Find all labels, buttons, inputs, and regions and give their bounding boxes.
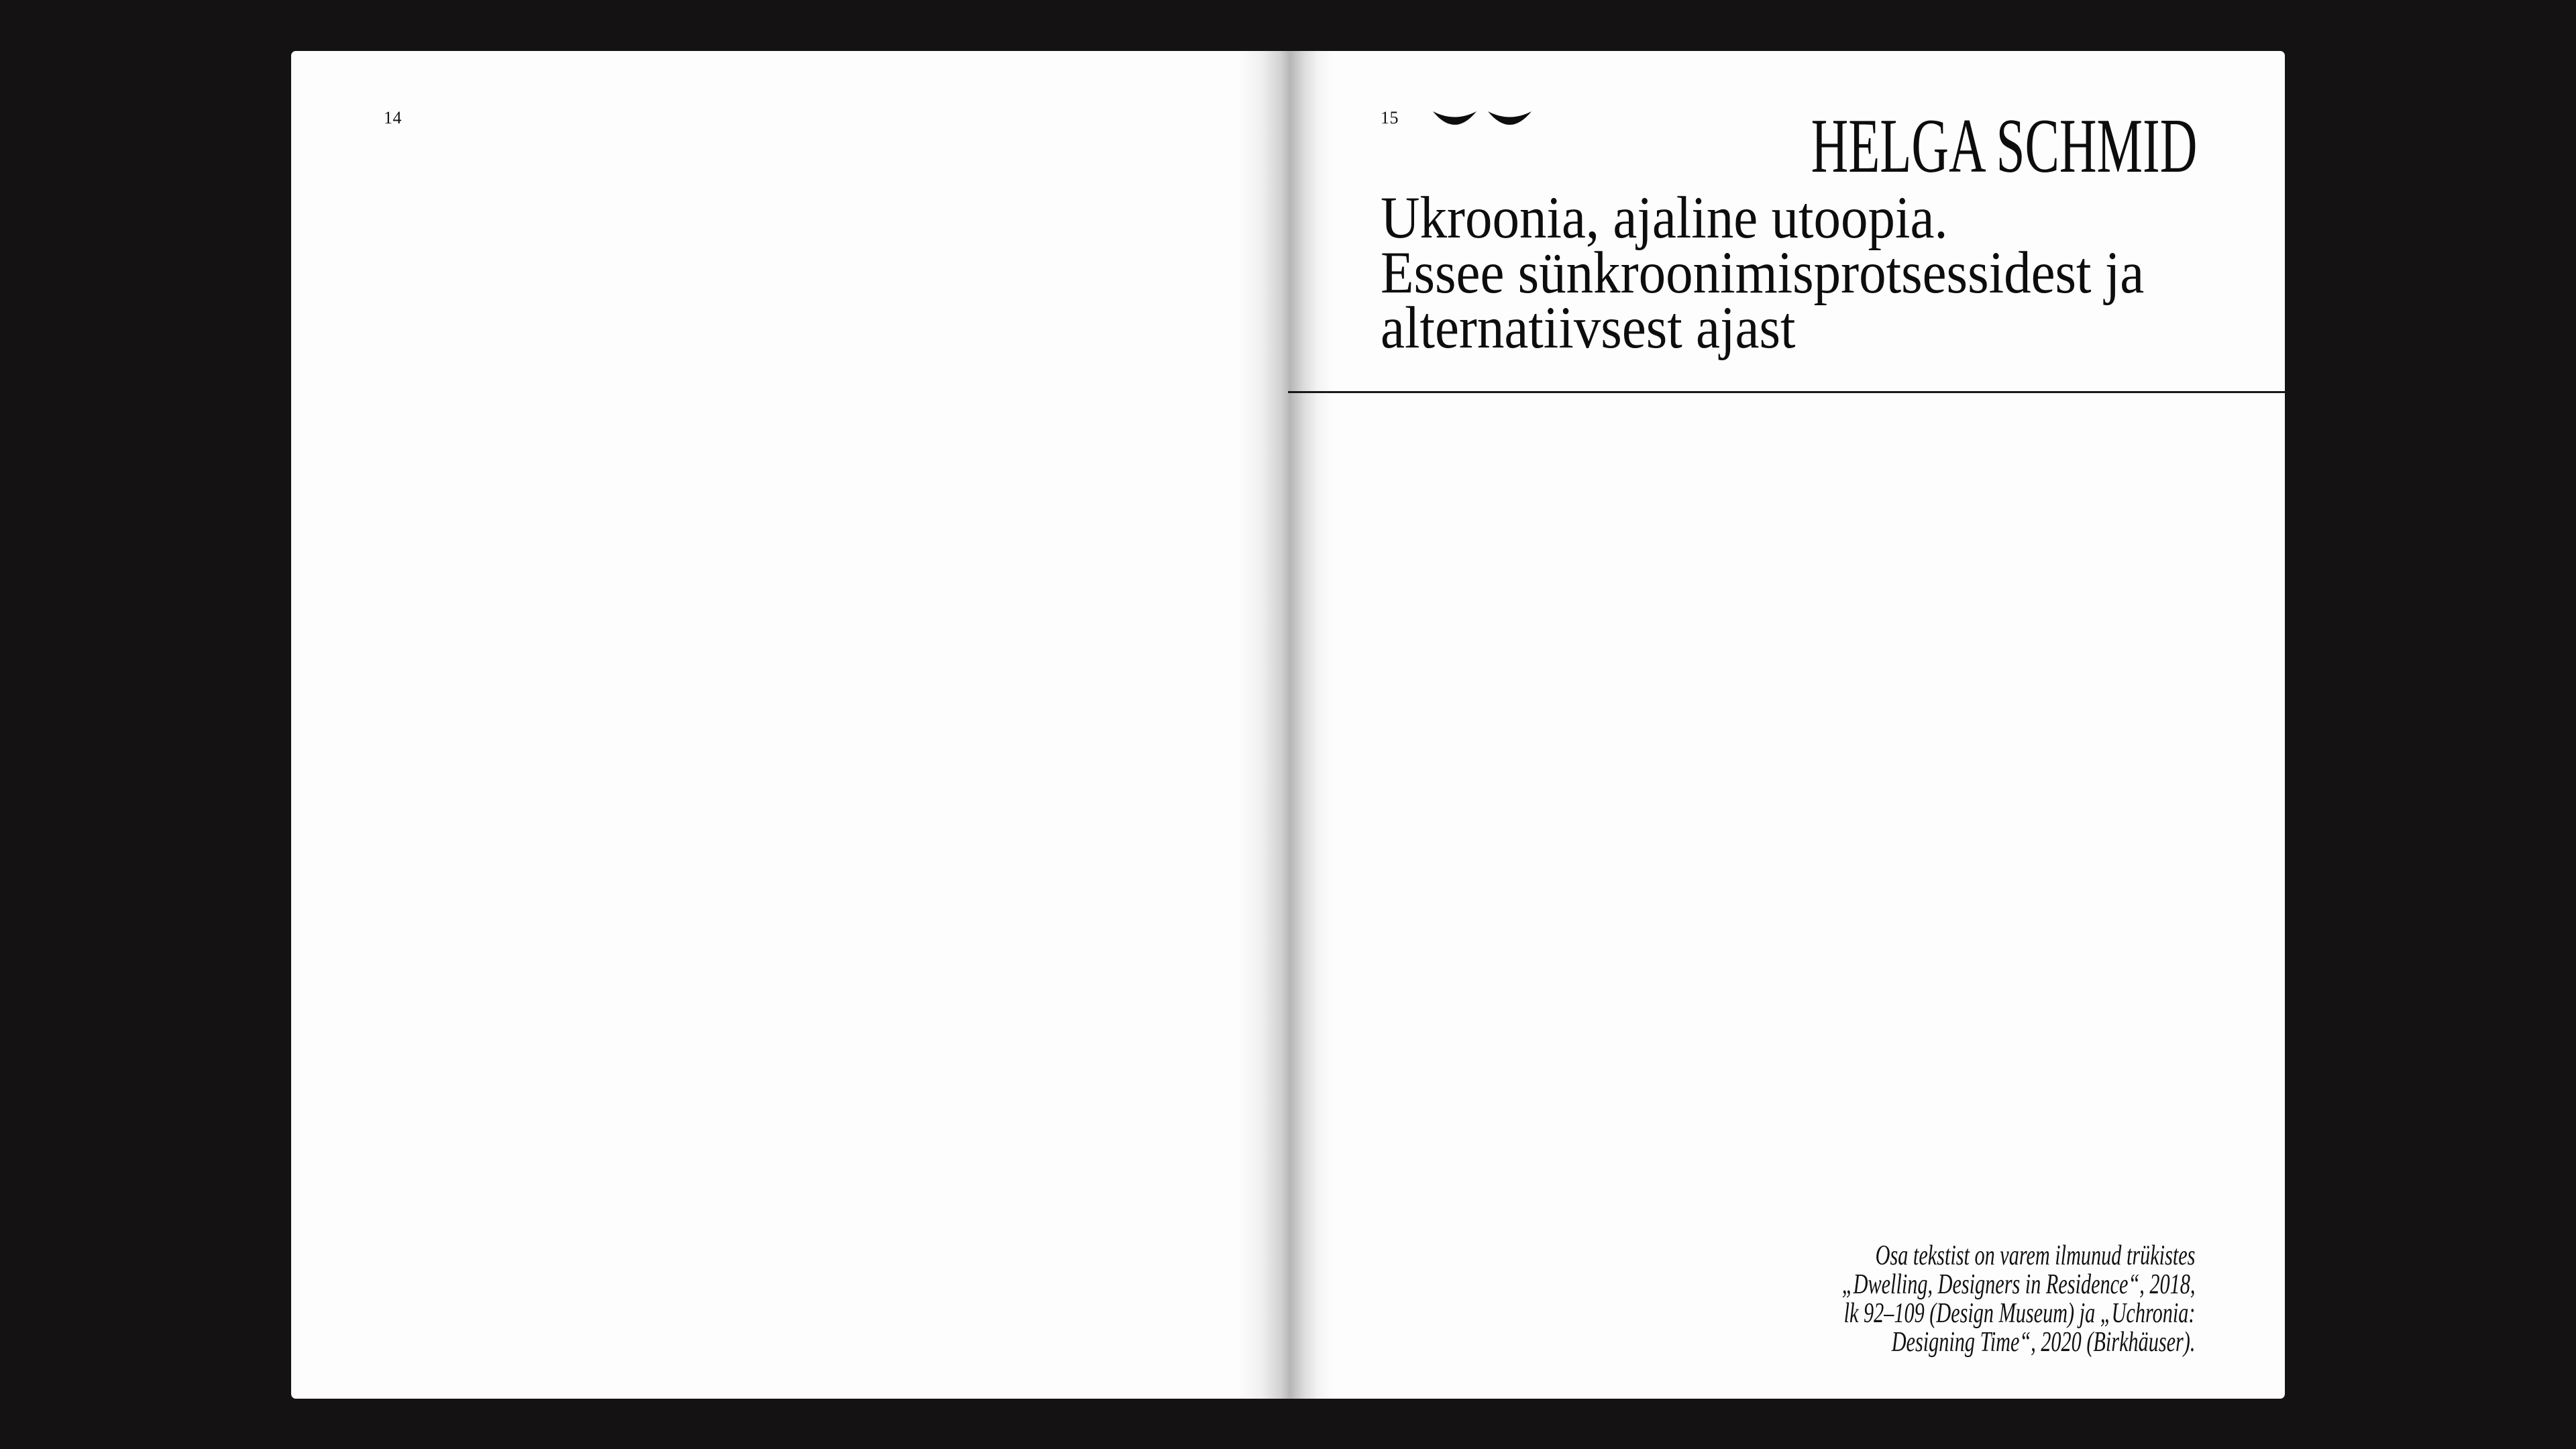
page-number: 15 xyxy=(1381,108,1399,127)
footnote-line: lk 92–109 (Design Museum) ja „Uchronia: xyxy=(1843,1298,2195,1329)
footnote-line: „Dwelling, Designers in Residence“, 2018, xyxy=(1841,1269,2195,1300)
footnote-line: Designing Time“, 2020 (Birkhäuser). xyxy=(1891,1327,2195,1358)
book-spread xyxy=(291,51,2285,1399)
left-page xyxy=(291,51,1288,1399)
footnote xyxy=(1841,1242,2195,1357)
essay-title-line: Ukroonia, ajaline utoopia. xyxy=(1381,185,1948,251)
author-name: HELGA SCHMID xyxy=(1811,103,2197,189)
page-number: 14 xyxy=(384,108,402,127)
double-crescent-icon xyxy=(1432,109,1532,126)
section-rule xyxy=(1288,391,2285,393)
essay-title xyxy=(1381,185,2145,361)
footnote-line: Osa tekstist on varem ilmunud trükistes xyxy=(1875,1240,2195,1271)
essay-title-line: alternatiivsest ajast xyxy=(1381,295,1796,361)
essay-title-line: Essee sünkroonimisprotsessidest ja xyxy=(1381,240,2145,306)
right-page xyxy=(1288,51,2285,1399)
